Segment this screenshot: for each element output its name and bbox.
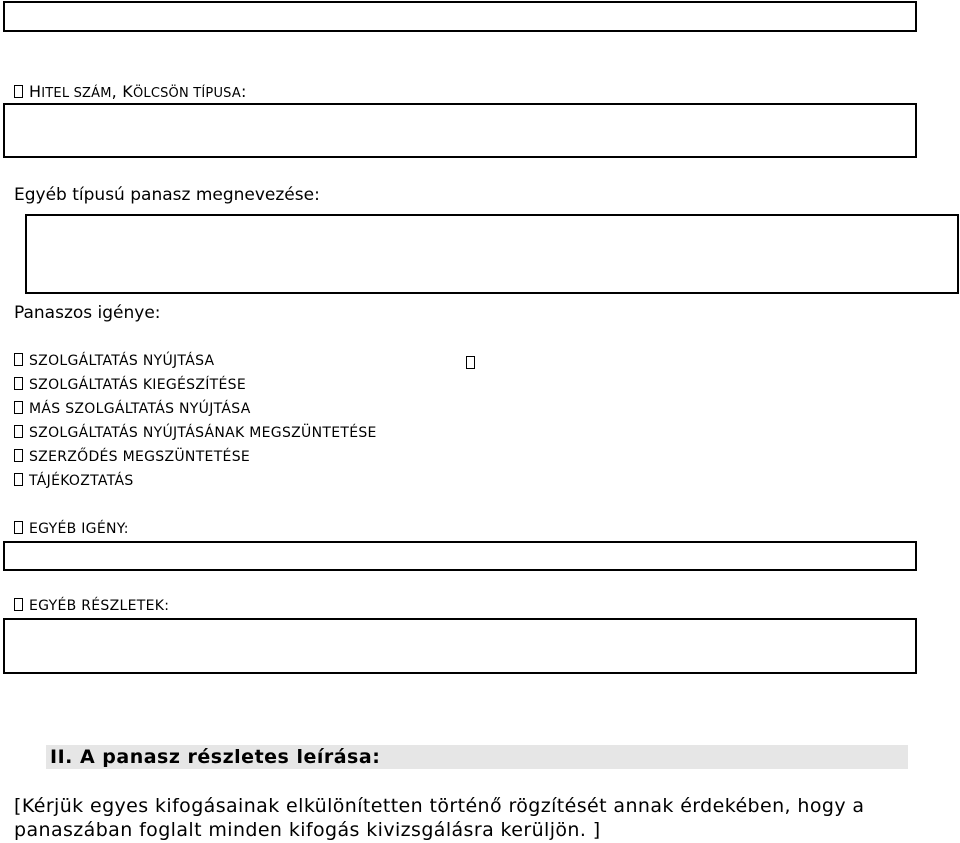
claim-option-label: SZOLGÁLTATÁS NYÚJTÁSÁNAK MEGSZÜNTETÉSE (29, 425, 377, 441)
loan-number-type-label (14, 82, 247, 101)
other-details-label: EGYÉB RÉSZLETEK: (29, 598, 170, 614)
other-details-option[interactable] (14, 598, 169, 614)
claim-option-label: SZERZŐDÉS MEGSZÜNTETÉSE (29, 449, 251, 465)
loan-label-end: : (240, 82, 247, 101)
checkbox[interactable] (14, 598, 23, 611)
checkbox[interactable] (14, 425, 23, 438)
checkbox[interactable] (14, 353, 23, 366)
checkbox[interactable] (14, 449, 23, 462)
checkbox[interactable] (14, 377, 23, 390)
other-complaint-type-label: Egyéb típusú panasz megnevezése: (14, 185, 320, 205)
loan-label-part2: ÖLCSÖN TÍPUSA (132, 86, 241, 101)
checkbox[interactable] (14, 401, 23, 414)
claim-option[interactable] (14, 473, 134, 489)
claim-label: Panaszos igénye: (14, 303, 161, 323)
other-claim-field[interactable] (3, 541, 917, 571)
loan-number-type-field[interactable] (3, 103, 917, 158)
claim-option[interactable] (14, 425, 377, 441)
claim-option-label: MÁS SZOLGÁLTATÁS NYÚJTÁSA (29, 401, 251, 417)
loan-label-part1: ITEL SZÁM (41, 86, 112, 101)
checkbox[interactable] (14, 473, 23, 486)
loan-label-mid: , K (111, 82, 133, 101)
claim-option[interactable] (14, 377, 246, 393)
other-claim-label: EGYÉB IGÉNY: (29, 521, 129, 537)
other-details-field[interactable] (3, 618, 917, 674)
checkbox[interactable] (14, 521, 23, 534)
checkbox-right[interactable] (466, 356, 475, 369)
claim-option[interactable] (14, 449, 250, 465)
claim-option-label: SZOLGÁLTATÁS NYÚJTÁSA (29, 353, 215, 369)
other-complaint-type-field[interactable] (25, 214, 959, 294)
section-title: II. A panasz részletes leírása: (50, 746, 381, 768)
claim-option-label: TÁJÉKOZTATÁS (29, 473, 134, 489)
loan-label-initial: H (29, 82, 42, 101)
checkbox-loan[interactable] (14, 85, 23, 98)
instructions-text: [Kérjük egyes kifogásainak elkülönítetten történő rögzítését annak érdekében, hogy a panaszában foglalt minden kifogás kivizsgálásra kerüljön. ] (14, 795, 865, 841)
top-input-field[interactable] (3, 1, 917, 32)
claim-option-label: SZOLGÁLTATÁS KIEGÉSZÍTÉSE (29, 377, 247, 393)
claim-option[interactable] (14, 401, 251, 417)
claim-option[interactable] (14, 353, 214, 369)
other-claim-option[interactable] (14, 521, 129, 537)
